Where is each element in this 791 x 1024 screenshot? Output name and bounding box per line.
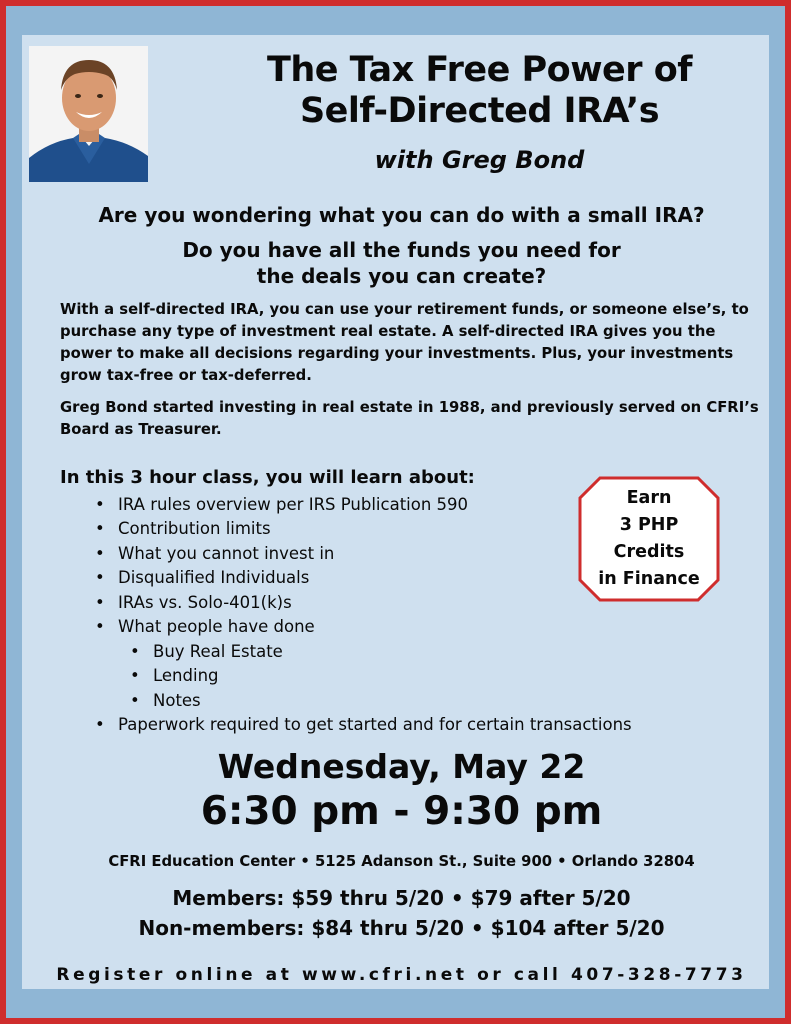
badge-line-1: Earn: [626, 488, 672, 508]
members-price: Members: $59 thru 5/20 • $79 after 5/20: [172, 886, 631, 910]
learn-subitem: • Buy Real Estate: [130, 642, 283, 661]
learn-heading: In this 3 hour class, you will learn about:: [60, 467, 475, 488]
learn-subitem: • Lending: [130, 666, 219, 685]
learn-item: • What people have done: [95, 617, 315, 636]
question-2-line-1: Do you have all the funds you need for: [182, 238, 621, 262]
learn-item: • What you cannot invest in: [95, 544, 335, 563]
learn-item: • Paperwork required to get started and for certain transactions: [95, 715, 632, 734]
register-info: Register online at www.cfri.net or call 407-328-7773: [56, 965, 747, 985]
badge-line-4: in Finance: [598, 569, 700, 589]
badge-line-2: 3 PHP: [619, 515, 679, 535]
flyer-frame: [6, 6, 785, 1018]
title-line-1: The Tax Free Power of: [266, 50, 693, 90]
event-date: Wednesday, May 22: [217, 747, 586, 786]
badge-line-3: Credits: [613, 542, 685, 562]
title-line-2: Self-Directed IRA’s: [299, 91, 660, 131]
event-address: CFRI Education Center • 5125 Adanson St., Suite 900 • Orlando 32804: [108, 853, 695, 870]
learn-item: • Contribution limits: [95, 519, 271, 538]
question-1: Are you wondering what you can do with a small IRA?: [98, 203, 705, 227]
learn-item: • IRAs vs. Solo-401(k)s: [95, 593, 292, 612]
learn-subitem: • Notes: [130, 691, 201, 710]
learn-item: • IRA rules overview per IRS Publication 590: [95, 495, 469, 514]
nonmembers-price: Non-members: $84 thru 5/20 • $104 after 5/20: [138, 916, 665, 940]
speaker-portrait-image: [29, 46, 148, 182]
subtitle: with Greg Bond: [374, 146, 585, 174]
event-time: 6:30 pm - 9:30 pm: [200, 789, 603, 834]
question-2-line-2: the deals you can create?: [256, 264, 547, 288]
speaker-bio-paragraph: Greg Bond started investing in real estate in 1988, and previously served on CFRI’s Board as Treasurer.: [60, 399, 759, 438]
intro-paragraph: With a self-directed IRA, you can use your retirement funds, or someone else’s, to purchase any type of investment real estate. A self-directed IRA gives you the power to make all decisions regarding your investments. Plus, your investments grow tax-free or tax-deferred.: [60, 301, 749, 384]
flyer-panel: [22, 35, 769, 989]
learn-item: • Disqualified Individuals: [95, 568, 310, 587]
speaker-photo: [29, 46, 148, 182]
php-credits-badge: [578, 476, 720, 602]
